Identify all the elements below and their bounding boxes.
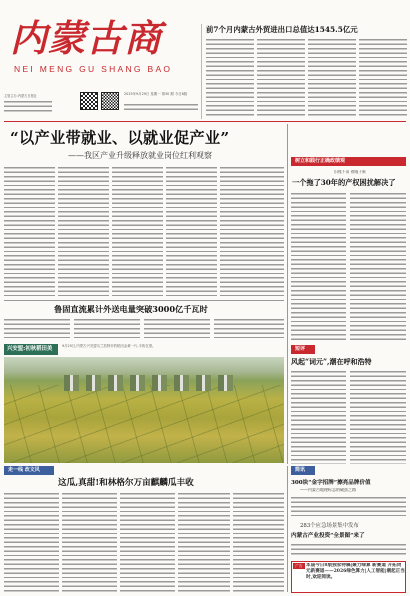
masthead-left-lines — [4, 100, 52, 112]
brief-1-body — [291, 496, 406, 518]
masthead-title: 内蒙古商 — [10, 16, 162, 60]
mid-body-col4 — [214, 318, 284, 340]
right-section-label: 树立和践行正确政绩观 — [295, 158, 346, 164]
masthead-issue-info: 2025年9月29日 星期一 第30 期 今日8版 — [124, 92, 188, 96]
mid-body-col3 — [144, 318, 210, 340]
bottom-body-col2 — [62, 492, 117, 592]
comment-bar — [291, 345, 315, 354]
mid-body-col2 — [74, 318, 140, 340]
comment-headline: 风起“词元”,潮在呼和浩特 — [291, 357, 372, 366]
bottom-section-label: 走一线 改文风 — [8, 467, 40, 473]
lead-body-col1 — [4, 166, 55, 298]
brief-2-subhead: 内蒙古产业投资“全景图”来了 — [291, 533, 365, 539]
bottom-body-col1 — [4, 492, 59, 592]
qr-code-1 — [80, 92, 98, 110]
mid-story-headline: 鲁固直流累计外送电量突破3000亿千瓦时 — [54, 304, 208, 314]
vertical-divider-right — [287, 124, 288, 464]
lead-body-col4 — [166, 166, 217, 298]
ad-badge: 广告 — [293, 563, 305, 569]
brief-1-subhead: ——内蒙古地理标志的破茧之路 — [300, 488, 356, 492]
bottom-body-col4 — [178, 492, 230, 592]
mid-body-col1 — [4, 318, 70, 340]
vertical-divider-bottom — [287, 466, 288, 592]
bottom-body-col3 — [120, 492, 175, 592]
comment-body-col2 — [350, 370, 406, 464]
rice-field-photo — [4, 357, 284, 463]
lead-story-headline: “以产业带就业、以就业促产业” — [10, 129, 230, 147]
lead-body-col2 — [58, 166, 109, 298]
masthead-left-info: 主管主办:内蒙古日报社 — [4, 94, 37, 98]
top-story-headline: 前7个月内蒙古外贸进出口总值达1545.5亿元 — [206, 25, 358, 34]
lead-body-col5 — [220, 166, 284, 298]
village-houses — [64, 375, 234, 391]
lead-story-subhead: ——我区产业升级释放就业岗位红利观察 — [68, 151, 212, 160]
briefs-label: 简讯 — [295, 467, 306, 473]
ad-box — [291, 561, 406, 593]
qr-code-2 — [101, 92, 119, 110]
brief-2-headline: 283个应急场景集中发布 — [300, 523, 359, 529]
brief-2-body — [291, 543, 406, 557]
top-divider — [4, 121, 406, 122]
comment-label: 短评 — [295, 346, 306, 352]
photo-tag — [4, 344, 58, 355]
masthead-issue-lines — [124, 103, 198, 111]
vertical-divider-top — [201, 24, 202, 119]
top-story-body-1 — [206, 38, 254, 118]
bottom-story-headline: 这瓜,真甜!和林格尔万亩麒麟瓜丰收 — [58, 478, 194, 488]
right-headline: 一个拖了30年的产权困扰解决了 — [292, 178, 396, 187]
photo-tag-text: 兴安盟:初秋稻田美 — [7, 346, 53, 352]
comment-body-col1 — [291, 370, 346, 464]
brief-1-headline: 300块“金字招牌”擦亮品牌价值 — [291, 480, 371, 486]
lead-body-col3 — [112, 166, 163, 298]
bottom-section-bar — [4, 466, 54, 475]
field-pattern — [4, 385, 284, 463]
top-story-body-3 — [308, 38, 356, 118]
briefs-bar — [291, 466, 315, 475]
masthead — [4, 4, 200, 114]
masthead-pinyin: NEI MENG GU SHANG BAO — [14, 64, 173, 74]
right-body-col2 — [350, 192, 406, 342]
right-body-col1 — [291, 192, 346, 342]
bottom-body-col5 — [233, 492, 284, 592]
top-story-body-4 — [359, 38, 407, 118]
right-section-bar — [291, 157, 406, 166]
right-kicker: 旧账不旧 着眼于新 — [334, 170, 366, 174]
photo-caption: 9月25日,内蒙古兴安盟乌兰浩特市的稻田金黄一片,丰收在望。 — [62, 344, 156, 348]
ad-text: 本届今日8版独家特稿|聚力绿算 新赛道 开拓词元新赛道——2026绿色算力|人工智能|潮起正当时,欢迎阅读。 — [306, 563, 405, 581]
top-story-body-2 — [257, 38, 305, 118]
mid-divider — [4, 300, 284, 301]
